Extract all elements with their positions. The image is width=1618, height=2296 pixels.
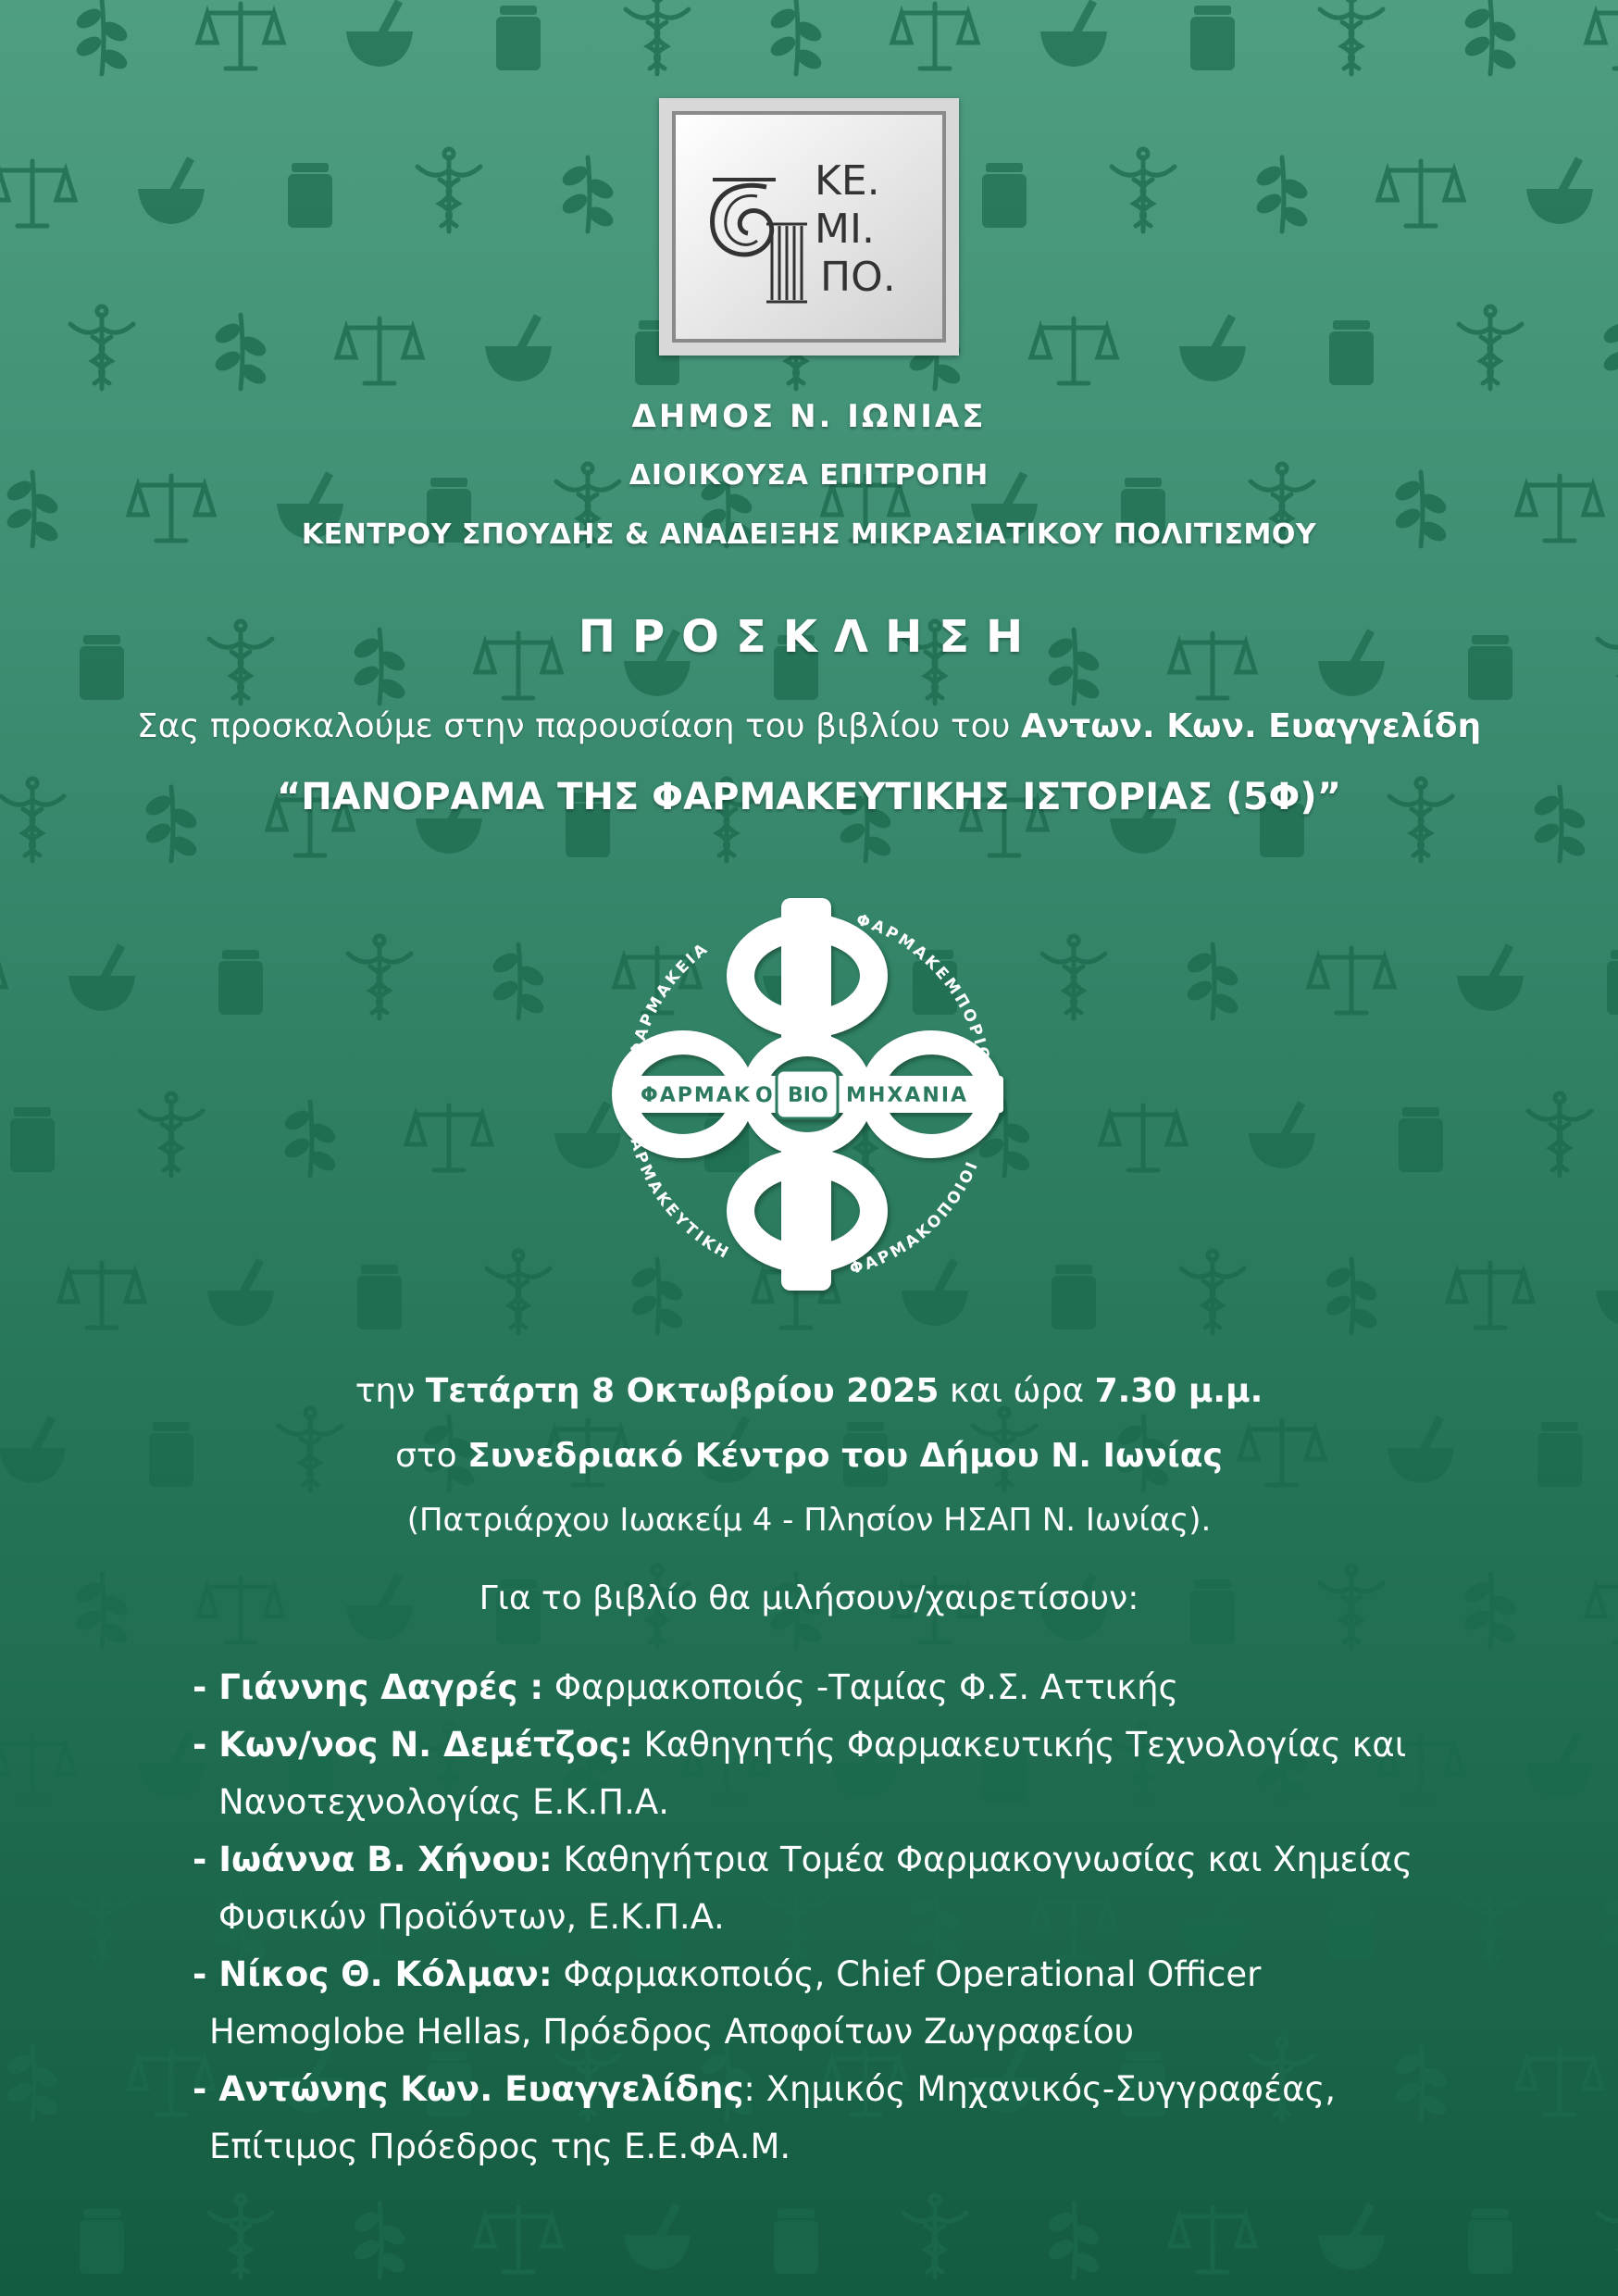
speaker-item	[193, 1946, 1488, 2003]
emblem-arc-bottom-left: ΦΑΡΜΑΚΕΥΤΙΚΗ	[622, 1121, 734, 1264]
speaker-item	[193, 2061, 1488, 2118]
venue-prefix: στο	[395, 1437, 468, 1475]
speaker-name: - Κων/νος Ν. Δεμέτζος:	[193, 1725, 633, 1765]
emblem-band-center: ΒΙΟ	[788, 1084, 828, 1107]
speakers-intro: Για το βιβλίο θα μιλήσουν/χαιρετίσουν:	[479, 1579, 1139, 1617]
time-prefix: και ώρα	[939, 1372, 1095, 1410]
speaker-item	[193, 1659, 1488, 1716]
emblem-band-right: ΗΧΑΝΙΑ	[868, 1084, 969, 1107]
center-title: ΚΕΝΤΡΟΥ ΣΠΟΥΔΗΣ & ΑΝΑΔΕΙΞΗΣ ΜΙΚΡΑΣΙΑΤΙΚΟΥ ΠΟΛΙΤΙΣΜΟΥ	[301, 518, 1317, 551]
event-date: Τετάρτη 8 Οκτωβρίου 2025	[425, 1372, 940, 1410]
ionic-capital-icon	[676, 115, 942, 339]
event-date-line	[0, 1372, 1618, 1410]
emblem-arc-bottom-right: ΦΑΡΜΑΚΟΠΟΙΟΙ	[847, 1156, 983, 1279]
speaker-name: - Αντώνης Κων. Ευαγγελίδης	[193, 2069, 744, 2109]
date-prefix: την	[355, 1372, 426, 1410]
speaker-desc: Καθηγητής Φαρμακευτικής Τεχνολογίας και	[632, 1725, 1407, 1765]
speaker-name: - Νίκος Θ. Κόλμαν:	[193, 1954, 553, 1994]
emblem-arc-top-left: ΦΑΡΜΑΚΕΙΑ	[627, 938, 714, 1059]
committee-title: ΔΙΟΙΚΟΥΣΑ ΕΠΙΤΡΟΠΗ	[629, 459, 989, 492]
emblem-band-mid1: Ο	[755, 1084, 773, 1107]
event-time: 7.30 μ.μ.	[1094, 1372, 1263, 1410]
kemipo-logo	[659, 98, 959, 356]
emblem-band-mid2: Μ	[846, 1084, 866, 1107]
event-venue-line	[0, 1437, 1618, 1475]
speaker-desc-cont: Hemoglobe Hellas, Πρόεδρος Αποφοίτων Ζωγραφείου	[209, 2012, 1135, 2052]
speaker-item	[193, 1831, 1488, 1889]
event-address: (Πατριάρχου Ιωακείμ 4 - Πλησίον ΗΣΑΠ Ν. Ιωνίας).	[406, 1502, 1212, 1539]
emblem-arc-top-right: ΦΑΡΜΑΚΕΜΠΟΡΙΟ	[853, 910, 994, 1066]
municipality-title: ΔΗΜΟΣ Ν. ΙΩΝΙΑΣ	[631, 398, 987, 435]
speaker-desc: Φαρμακοποιός -Ταμίας Φ.Σ. Αττικής	[543, 1667, 1179, 1707]
author-name: Αντων. Κων. Ευαγγελίδη	[1020, 707, 1482, 745]
invitation-heading: ΠΡΟΣΚΛΗΣΗ	[578, 611, 1040, 663]
logo-text-mi: ΜΙ.	[815, 206, 875, 253]
speaker-name: - Ιωάννα Β. Χήνου:	[193, 1840, 553, 1879]
speaker-desc-cont: Επίτιμος Πρόεδρος της Ε.Ε.ΦΑ.Μ.	[209, 2127, 791, 2166]
speaker-desc: Φαρμακοποιός, Chief Operational Officer	[552, 1954, 1262, 1994]
logo-text-ke: ΚΕ.	[815, 157, 880, 205]
speaker-desc-cont: Νανοτεχνολογίας Ε.Κ.Π.Α.	[218, 1782, 669, 1822]
emblem-band-left: ΦΑΡΜΑΚ	[641, 1084, 752, 1107]
speaker-name: - Γιάννης Δαγρές :	[193, 1667, 544, 1707]
speaker-desc: Καθηγήτρια Τομέα Φαρμακογνωσίας και Χημείας	[552, 1840, 1413, 1879]
speaker-desc: : Χημικός Μηχανικός-Συγγραφέας,	[743, 2069, 1336, 2109]
logo-text-po: ΠΟ.	[820, 254, 896, 301]
speaker-item	[193, 1716, 1488, 1774]
book-title: “ΠΑΝΟΡΑΜΑ ΤΗΣ ΦΑΡΜΑΚΕΥΤΙΚΗΣ ΙΣΤΟΡΙΑΣ (5Φ)”	[277, 776, 1341, 818]
intro-line	[0, 707, 1618, 745]
speaker-desc-cont: Φυσικών Προϊόντων, Ε.Κ.Π.Α.	[218, 1897, 725, 1937]
intro-text: Σας προσκαλούμε στην παρουσίαση του βιβλίου του	[136, 707, 1021, 745]
five-phi-emblem	[587, 881, 1031, 1316]
event-venue: Συνεδριακό Κέντρο του Δήμου Ν. Ιωνίας	[467, 1437, 1223, 1475]
speakers-list	[193, 1659, 1488, 2176]
